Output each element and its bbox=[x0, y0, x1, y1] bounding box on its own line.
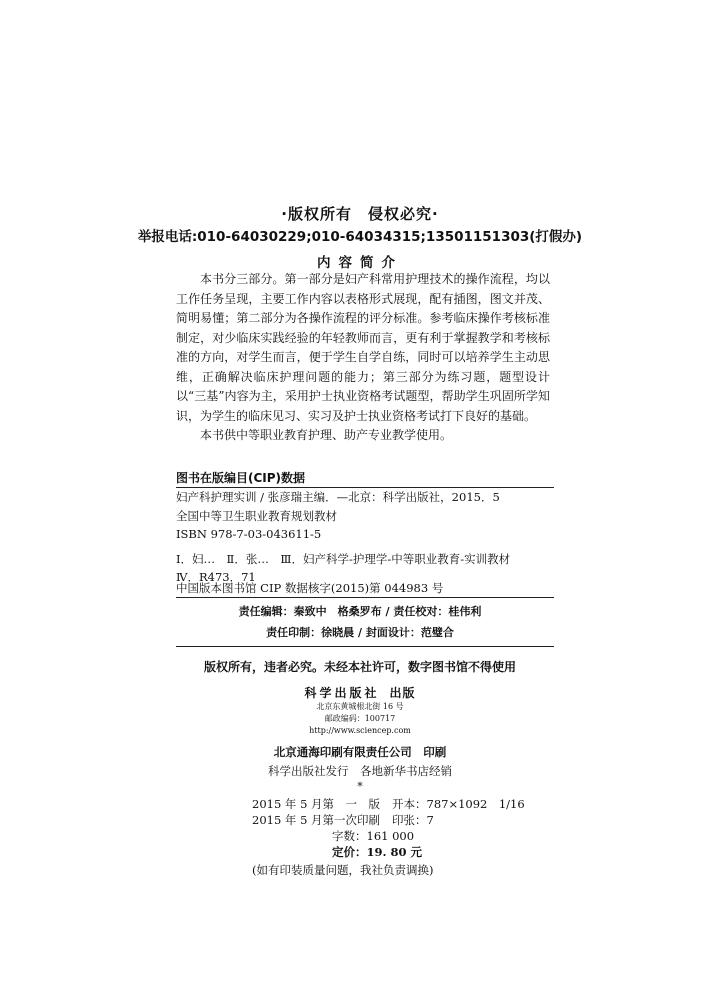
print-specs bbox=[252, 796, 525, 878]
cip-class-number-line: Ⅳ．R473．71 bbox=[176, 570, 256, 584]
editors-line-2: 责任印制：徐晓晨 / 封面设计：范璧合 bbox=[266, 626, 454, 639]
cip-classification-line: Ⅰ．妇… Ⅱ．张… Ⅲ．妇产科学-护理学-中等职业教育-实训教材 bbox=[176, 551, 511, 566]
format-text: 开本：787×1092 1/16 bbox=[392, 797, 525, 811]
report-phone: 举报电话:010-64030229;010-64034315;13501151303(打假办) bbox=[137, 229, 583, 245]
intro-heading: 内容简介 bbox=[317, 255, 403, 271]
publisher-address: 北京东黄城根北街 16 号 bbox=[316, 702, 404, 711]
specs-row-2 bbox=[252, 812, 492, 828]
cip-record-number: 中国版本图书馆 CIP 数据核字(2015)第 044983 号 bbox=[176, 581, 444, 595]
sheets-text: 印张：7 bbox=[392, 813, 434, 827]
cip-series-line: 全国中等卫生职业教育规划教材 bbox=[176, 508, 337, 523]
cip-bottom-rule bbox=[176, 597, 554, 598]
cip-isbn-line: ISBN 978-7-03-043611-5 bbox=[176, 527, 322, 541]
intro-paragraph-1: 本书分三部分。第一部分是妇产科常用护理技术的操作流程，均以工作任务呈现，主要工作内容以表格形式展现，配有插图，图文并茂、简明易懂；第二部分为各操作流程的评分标准。参考临床操作考核标准制定，对少临床实践经验的年轻教师而言，更有利于掌握教学和考核标准的方向，对学生而言，便于学生自学自练，同时可以培养学生主动思维，正确解决临床护理问题的能力；第三部分为练习题，题型设计以“三基”内容为主，采用护士执业资格考试题型，帮助学生巩固所学知识，为学生的临床见习、实习及护士执业资格考试打下良好的基础。 bbox=[176, 272, 550, 423]
cip-title-line: 妇产科护理实训 / 张彦瑞主编．—北京：科学出版社，2015．5 bbox=[176, 490, 500, 504]
distribution-line: 科学出版社发行 各地新华书店经销 bbox=[268, 764, 452, 778]
editors-credits bbox=[0, 601, 720, 643]
separator-star: * bbox=[357, 780, 363, 793]
printer-name: 北京通海印刷有限责任公司 bbox=[273, 745, 412, 759]
rights-warning: 版权所有，违者必究。未经本社许可，数字图书馆不得使用 bbox=[203, 660, 516, 674]
printer-line bbox=[0, 744, 720, 760]
publisher-tag: 出版 bbox=[389, 686, 416, 700]
publisher-postcode: 邮政编码：100717 bbox=[324, 714, 396, 723]
printer-tag: 印刷 bbox=[423, 745, 447, 759]
specs-row-1 bbox=[252, 796, 525, 812]
cip-data bbox=[176, 488, 566, 587]
intro-body bbox=[176, 270, 550, 446]
printing-text: 2015 年 5 月第一次印刷 bbox=[252, 813, 381, 827]
editors-bottom-rule bbox=[176, 646, 554, 647]
intro-paragraph-2: 本书供中等职业教育护理、助产专业教学使用。 bbox=[200, 428, 453, 442]
publisher-info bbox=[0, 684, 720, 792]
replacement-note: (如有印装质量问题，我社负责调换) bbox=[252, 863, 434, 877]
publisher-website: http://www.sciencep.com bbox=[309, 726, 411, 735]
copyright-title: ·版权所有 侵权必究· bbox=[281, 205, 439, 223]
publisher-name: 科学出版社 bbox=[304, 686, 380, 700]
price: 定价：19. 80 元 bbox=[332, 845, 423, 859]
word-count: 字数：161 000 bbox=[332, 829, 415, 843]
publisher-name-line bbox=[0, 684, 720, 701]
editors-line-1: 责任编辑：秦致中 格桑罗布 / 责任校对：桂伟利 bbox=[238, 605, 482, 618]
edition-text: 2015 年 5 月第 一 版 bbox=[252, 797, 381, 811]
cip-heading: 图书在版编目(CIP)数据 bbox=[176, 471, 306, 485]
